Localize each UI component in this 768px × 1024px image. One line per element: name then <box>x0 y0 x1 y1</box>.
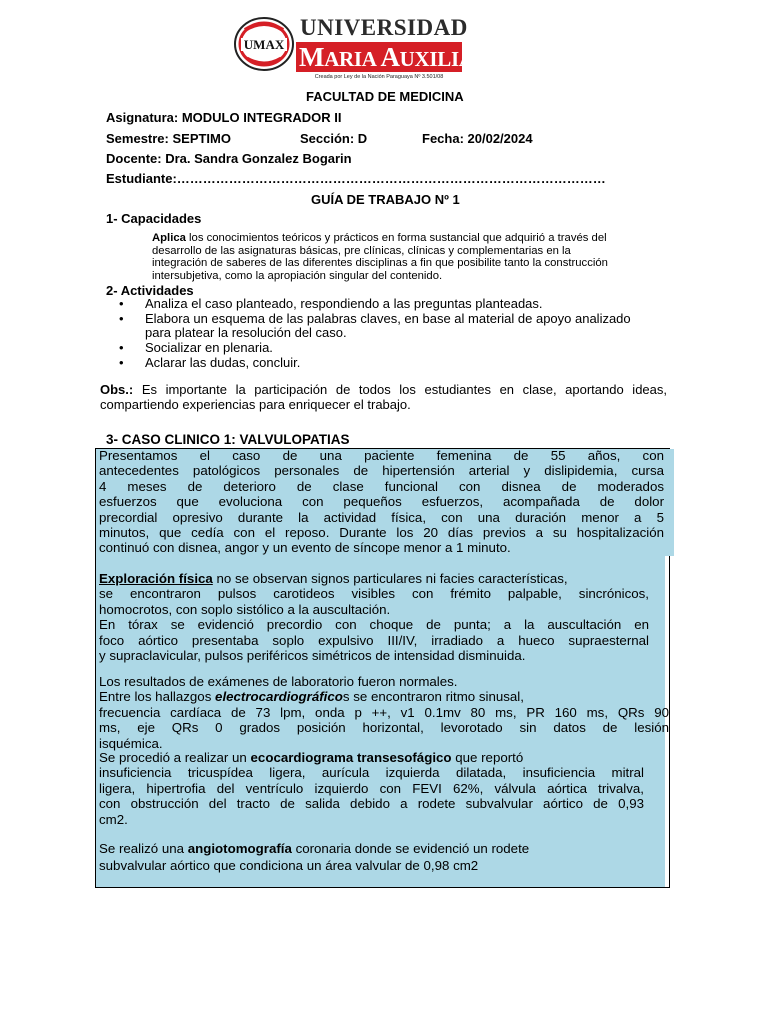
capacidades-lead: Aplica <box>152 232 186 244</box>
obs-paragraph: Obs.: Es importante la participación de todos los estudiantes en clase, aportando ideas, compartiendo experiencias para enriquecer el trabajo. <box>100 382 667 412</box>
obs-label: Obs.: <box>100 382 134 397</box>
capacidades-heading: 1- Capacidades <box>106 211 202 226</box>
umax-seal-text: UMAX <box>243 37 285 52</box>
angiotomografia-term: angiotomografía <box>187 841 292 856</box>
bullet-marker: • <box>119 311 124 326</box>
actividad-item: Socializar en plenaria. <box>145 340 273 355</box>
bullet-marker: • <box>119 340 124 355</box>
case-paragraph-1: Presentamos el caso de una paciente femenina de 55 años, con antecedentes patológicos personales de hipertensión arterial y dislipidemia, cursa 4 meses de deterioro de clase funcional con disnea de moderados esfuerzos que evoluciona con pequeños esfuerzos, acompañada de dolor precordial opresivo durante la actividad física, con una duración menor a 5 minutos, que cedía con el reposo. Durante los 20 días previos a su hospitalización continuó con disnea, angor y un evento de síncope menor a 1 minuto. <box>99 448 664 556</box>
actividad-item: Elabora un esquema de las palabras claves, en base al material de apoyo analizado <box>145 311 631 326</box>
date-line: Fecha: 20/02/2024 <box>422 131 533 146</box>
actividades-heading: 2- Actividades <box>106 283 194 298</box>
umax-seal-logo <box>233 16 295 72</box>
guide-title: GUÍA DE TRABAJO Nº 1 <box>311 192 460 207</box>
university-legal-subline: Creada por Ley de la Nación Paraguaya Nº 3.501/08 <box>314 74 444 80</box>
case-paragraph-4: Se procedió a realizar un ecocardiograma transesofágico que reportó insuficiencia tricuspídea ligera, aurícula izquierda dilatada, insuficiencia mitral ligera, hipertrofia del ventrículo izquierdo con FEVI 62%, válvula aórtica trivalva, con obstrucción del tracto de salida debido a rodete subvalvular aórtico de 0,93 cm2. <box>99 750 644 827</box>
ecg-term: electrocardiográfico <box>215 689 343 705</box>
bullet-marker: • <box>119 296 124 311</box>
case-paragraph-5: Se realizó una angiotomografía coronaria donde se evidenció un rodete subvalvular aórtico que condiciona un área valvular de 0,98 cm2 <box>99 841 530 874</box>
university-name-band: MARIA AUXILIADORA <box>296 42 462 72</box>
ecocardiograma-term: ecocardiograma transesofágico <box>250 750 452 765</box>
university-brand <box>296 15 539 80</box>
university-title: UNIVERSIDAD <box>300 15 468 40</box>
actividad-item-continued: para platear la resolución del caso. <box>145 325 347 340</box>
case-paragraph-3: Los resultados de exámenes de laboratorio fueron normales. Entre los hallazgos electrocardiográficos se encontraron ritmo sinusal, frecuencia cardíaca de 73 lpm, onda p ++, v1 0.1mv 80 ms, PR 160 ms, QRs 90 ms, eje QRs 0 grados posición horizontal, levorotado sin datos de lesión isquémica. <box>99 674 669 751</box>
actividad-item: Aclarar las dudas, concluir. <box>145 355 301 370</box>
subject-line: Asignatura: MODULO INTEGRADOR II <box>106 110 342 125</box>
semester-line: Semestre: SEPTIMO <box>106 131 231 146</box>
bullet-marker: • <box>119 355 124 370</box>
student-line: Estudiante:……………………………………………………………………………………… <box>106 171 606 186</box>
faculty-title: FACULTAD DE MEDICINA <box>306 89 464 104</box>
case-paragraph-2: Exploración física no se observan signos particulares ni facies características, se encontraron pulsos carotideos visibles con frémito palpable, sincrónicos, homocrotos, con soplo sistólico a la auscultación. En tórax se evidenció precordio con choque de punta; a la auscultación en foco aórtico presentaba soplo expulsivo III/IV, irradiado a hueco supraesternal y supraclavicular, pulsos periféricos simétricos de intensidad disminuida. <box>99 571 649 664</box>
teacher-line: Docente: Dra. Sandra Gonzalez Bogarin <box>106 151 352 166</box>
section-line: Sección: D <box>300 131 368 146</box>
exploracion-label: Exploración física <box>99 571 213 586</box>
capacidades-paragraph: Aplica los conocimientos teóricos y prácticos en forma sustancial que adquirió a través del desarrollo de las asignaturas básicas, pre clínicas, clínicas y complementarias en la integración de saberes de las diferentes disciplinas a fin que posibilite tanto la construcción intersubjetiva, como la apropiación singular del contenido. <box>152 232 608 282</box>
case-heading: 3- CASO CLINICO 1: VALVULOPATIAS <box>106 432 350 447</box>
actividad-item: Analiza el caso planteado, respondiendo a las preguntas planteadas. <box>145 296 543 311</box>
